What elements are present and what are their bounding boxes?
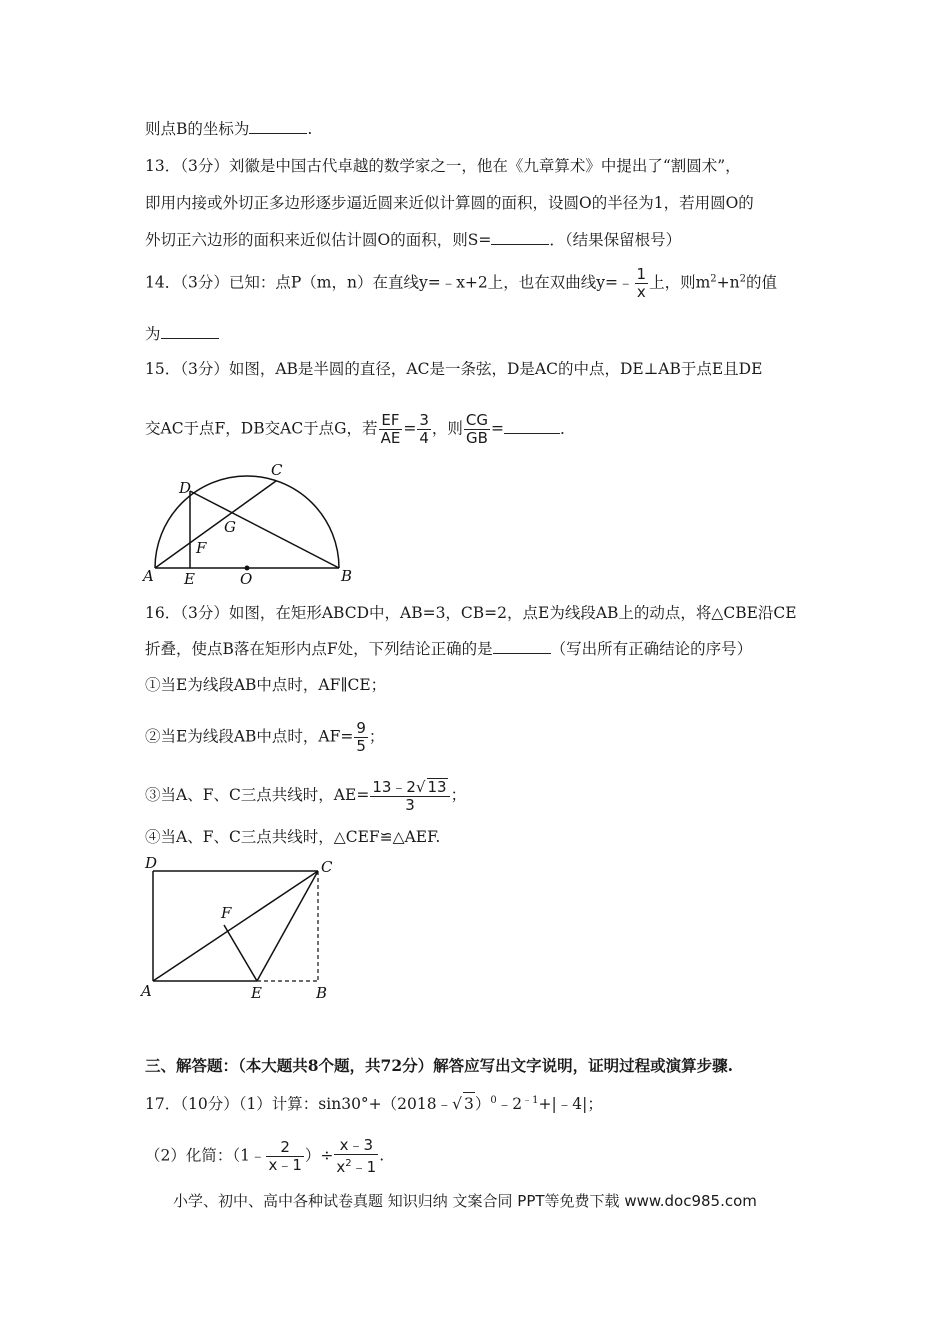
label-g: G	[224, 518, 236, 536]
label-f: F	[221, 904, 232, 922]
label-d: D	[179, 479, 192, 497]
rectangle-figure	[135, 850, 345, 1005]
fraction-3-4: $\frac{3}{4}$	[419, 411, 429, 447]
q14-line1: 14．（3分）已知：点P（m，n）在直线y=﹣x+2上，也在双曲线y=﹣ $\frac{1}{x}$ 上，则$m^2+n^2$的值	[145, 265, 778, 301]
q16-option1: ①当E为线段AB中点时，AF∥CE；	[145, 676, 387, 694]
sqrt-icon: √	[452, 1095, 463, 1114]
label-b: B	[341, 567, 353, 585]
fraction-cg-gb: $\frac{CG}{GB}$	[465, 411, 488, 447]
q12-tail: 则点B的坐标为 .	[145, 120, 313, 138]
segment-ac	[153, 871, 318, 981]
label-e: E	[184, 570, 195, 588]
fraction-1-over-x: $\frac{1}{x}$	[636, 265, 647, 301]
footer-ad-text: 小学、初中、高中各种试卷真题 知识归纳 文案合同 PPT等免费下载 www.doc985.com	[173, 1192, 757, 1210]
answer-blank[interactable]	[249, 119, 307, 134]
q16-line1: 16．（3分）如图，在矩形ABCD中，AB=3，CB=2，点E为线段AB上的动点，将△CBE沿CE	[145, 604, 797, 622]
label-a: A	[141, 982, 152, 1000]
label-a: A	[143, 567, 154, 585]
section-3-heading: 三、解答题：（本大题共8个题，共72分）解答应写出文字说明，证明过程或演算步骤.	[145, 1056, 734, 1075]
semicircle-figure	[135, 458, 365, 588]
sqrt-icon: √	[415, 778, 426, 796]
q16-option4: ④当A、F、C三点共线时，△CEF≌△AEF.	[145, 828, 441, 846]
fraction-9-5: $\frac{9}{5}$	[356, 719, 366, 755]
q16-option2: ②当E为线段AB中点时，AF= $\frac{9}{5}$ ；	[145, 719, 385, 755]
q17-part2: （2）化简：（1﹣ $\frac{2}{x﹣1}$ ）÷ $\frac{x﹣3}{x^2﹣1}$ .	[145, 1136, 385, 1176]
q13-line1: 13．（3分）刘徽是中国古代卓越的数学家之一，他在《九章算术》中提出了“割圆术”，	[145, 157, 741, 175]
q13-line2: 即用内接或外切正多边形逐步逼近圆来近似计算圆的面积，设圆O的半径为1，若用圆O的	[145, 194, 754, 212]
segment-db	[190, 491, 339, 568]
label-d: D	[145, 854, 158, 872]
answer-blank[interactable]	[493, 639, 551, 654]
chord-ac	[155, 481, 276, 568]
q15-line2: 交AC于点F，DB交AC于点G，若 $\frac{EF}{AE}$ = $\frac{3}{4}$ ，则 $\frac{CG}{GB}$ = ．	[145, 411, 576, 447]
q15-line1: 15．（3分）如图，AB是半圆的直径，AC是一条弦，D是AC的中点，DE⊥AB于点E且DE	[145, 360, 763, 378]
fraction-x-minus-3-over-x2-minus-1: $\frac{x﹣3}{x^2﹣1}$	[336, 1136, 377, 1176]
label-o: O	[240, 570, 253, 588]
q16-line2: 折叠，使点B落在矩形内点F处，下列结论正确的是 （写出所有正确结论的序号）	[145, 640, 753, 658]
label-b: B	[316, 984, 328, 1002]
fraction-ef-ae: $\frac{EF}{AE}$	[380, 411, 401, 447]
segment-ce	[257, 871, 318, 981]
segment-fe	[224, 925, 257, 981]
fraction-13-minus-2root13-over-3: $\frac{13﹣2√ 13}{3}$	[370, 778, 449, 814]
answer-blank[interactable]	[161, 324, 219, 339]
q17-part1: 17．（10分）（1）计算：sin30°+（2018﹣√ $3)^0﹣2^{﹣1}+|﹣4|$；	[145, 1090, 603, 1115]
q13-line3: 外切正六边形的面积来近似估计圆O的面积，则S= ．（结果保留根号）	[145, 231, 682, 249]
answer-blank[interactable]	[491, 230, 549, 245]
q16-option3: ③当A、F、C三点共线时，AE= $\frac{13﹣2√ 13}{3}$ ；	[145, 778, 467, 814]
label-c: C	[271, 461, 283, 479]
fraction-2-over-x-minus-1: $\frac{2}{x﹣1}$	[268, 1138, 302, 1174]
label-f: F	[196, 539, 207, 557]
label-e: E	[251, 984, 262, 1002]
q14-line2: 为	[145, 323, 219, 345]
answer-blank[interactable]	[504, 419, 560, 434]
label-c: C	[321, 858, 333, 876]
